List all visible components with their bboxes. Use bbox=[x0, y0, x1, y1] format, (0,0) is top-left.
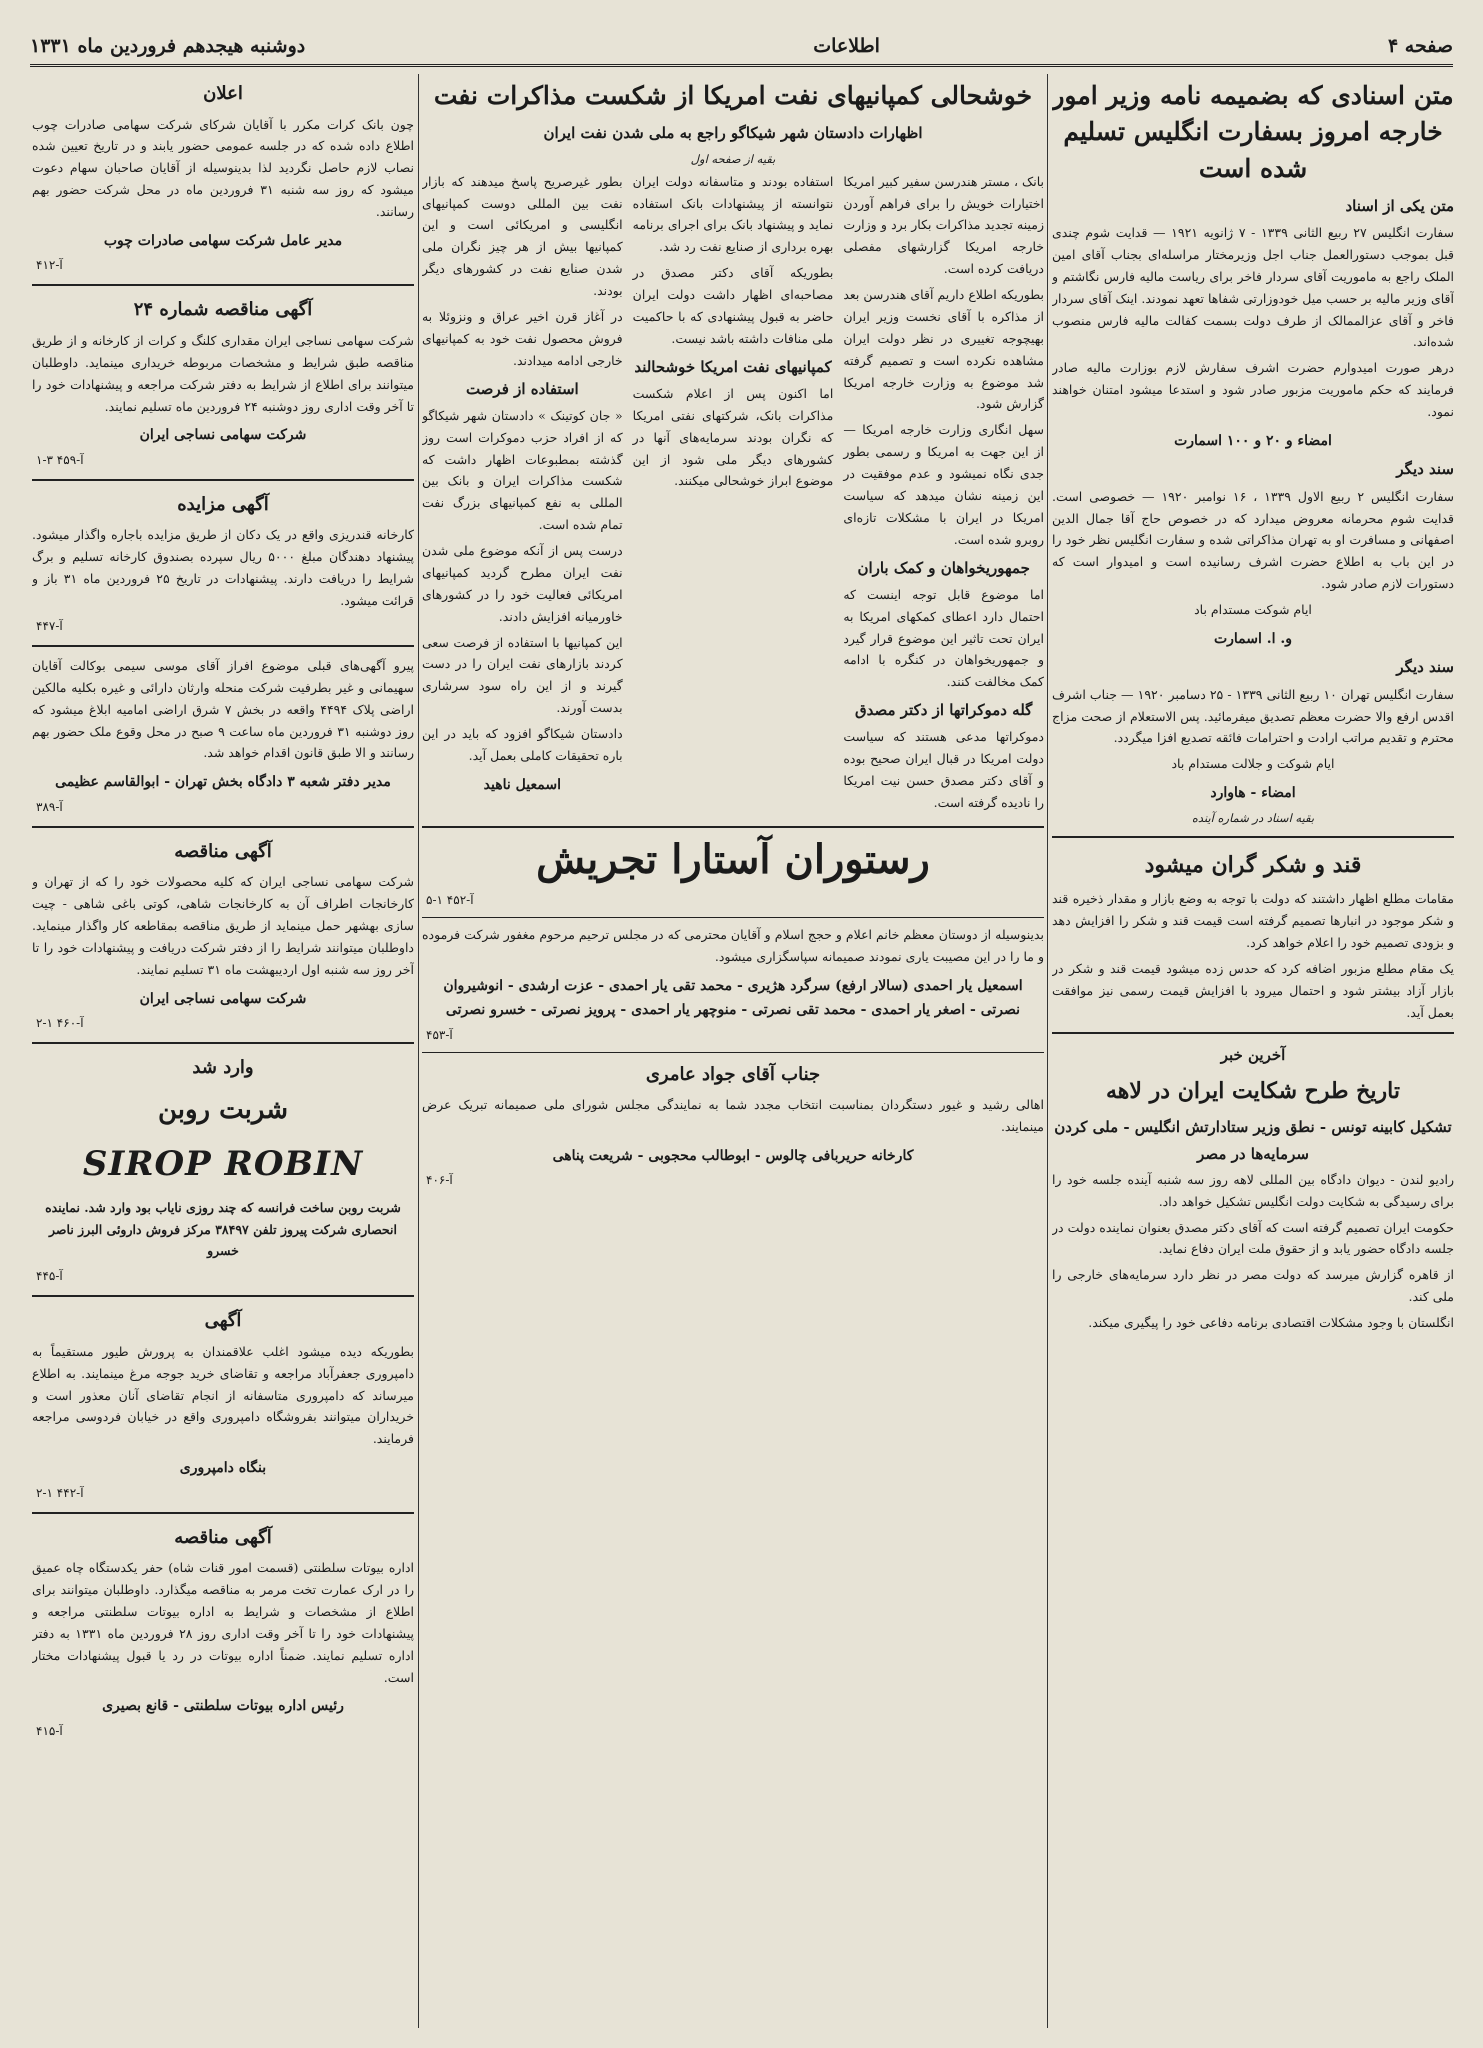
ad-code: آ-۴۴۵ bbox=[36, 1269, 63, 1284]
oil-subcolumn-1 bbox=[843, 171, 1044, 818]
ad-code: آ-۴۴۷ bbox=[36, 618, 63, 633]
article-paragraph: بطوریکه آقای دکتر مصدق در مصاحبه‌ای اظهار داشت دولت ایران حاضر به قبول پیشنهادی که با حاکمیت ملی منافات داشته باشد نیست. bbox=[632, 265, 834, 346]
article-paragraph: دادستان شیکاگو افزود که باید در این باره تحقیقات کاملی بعمل آید. bbox=[422, 726, 623, 763]
article-paragraph: ایام شوکت مستدام باد bbox=[1194, 602, 1312, 617]
documents-subhead-3: سند دیگر bbox=[1396, 658, 1454, 677]
section-divider bbox=[1052, 836, 1454, 838]
section-divider bbox=[32, 479, 414, 481]
article-paragraph: بانک ، مستر هندرسن سفیر کبیر امریکا اختیارات خویش را برای فراهم آوردن زمینه تجدید مذاکرات بکار برد و وزارت خارجه امریکا گزارشهای مفصلی دریافت کرده است. bbox=[843, 173, 1044, 277]
congrats-notice: اهالی رشید و غیور دستگردان بمناسبت انتخاب مجدد شما به نمایندگی مجلس شورای ملی صمیمانه تبریک عرض مینمایند. bbox=[422, 1097, 1044, 1134]
ad-signature: شرکت سهامی نساجی ایران bbox=[139, 990, 307, 1007]
article-paragraph: انگلستان با وجود مشکلات اقتصادی برنامه دفاعی خود را پیگیری میکند. bbox=[1088, 1315, 1454, 1330]
ad-code: آ-۴۱۲ bbox=[36, 258, 63, 273]
ad-signature: رئیس اداره بیوتات سلطنتی - قانع بصیری bbox=[102, 1698, 344, 1715]
ad-heading: اعلان bbox=[203, 83, 243, 104]
column-ads bbox=[32, 74, 414, 2028]
hague-subhead: تشکیل کابینه تونس - نطق وزیر ستادارتش انگلیس - ملی کردن سرمایه‌ها در مصر bbox=[1054, 1118, 1452, 1163]
ad-heading: آگهی bbox=[204, 1310, 242, 1332]
column-rule bbox=[1047, 74, 1048, 2028]
article-paragraph: از قاهره گزارش میرسد که دولت مصر در نظر دارد سرمایه‌های خارجی را ملی کند. bbox=[1052, 1267, 1454, 1305]
section-divider bbox=[32, 826, 414, 828]
column-documents bbox=[1052, 74, 1454, 2028]
document-signature: امضاء - هاوارد bbox=[1210, 785, 1296, 802]
oil-subcolumn-3 bbox=[422, 171, 623, 818]
article-paragraph: استفاده بودند و متاسفانه دولت ایران نتوانسته از پیشنهادات بانک استفاده نماید و پیشنهاد بانک برای اجرای برنامه بهره برداری از صنایع نفت رد شد. bbox=[632, 173, 834, 255]
ad-body: چون بانک کرات مکرر با آقایان شرکای شرکت سهامی صادرات چوب اطلاع داده شده که در جلسه عمومی حضور یابند و در تاریخ تعیین شده نصاب لازم حاصل نگردید لذا بدینوسیله از آقایان صاحبان سهام دعوت میشود که روز سه شنبه ۳۱ فروردین ماه در محل شرکت حضور بهم رسانند. bbox=[32, 116, 414, 219]
oil-article-columns bbox=[422, 171, 1044, 818]
condolence-family: اسمعیل یار احمدی (سالار ارفع) سرگرد هژیری - محمد تقی یار احمدی - عزت ارشدی - انوشیروان نصرتی - اصغر یار احمدی - محمد تقی نصرتی - منوچهر یار احمدی - پرویز نصرتی - خسرو نصرتی bbox=[443, 977, 1023, 1019]
article-paragraph: بطور غیرصریح پاسخ میدهند که بازار نفت بین المللی دوست کمپانیهای انگلیسی و امریکائی است و این کمپانیها بیش از هر چیز نگران ملی شدن صنایع نفت در کشورهای دیگر بودند. bbox=[422, 173, 623, 298]
article-paragraph: رادیو لندن - دیوان دادگاه بین المللی لاهه روز سه شنبه آینده جلسه خود را برای رسیدگی به شکایت دولت انگلیس تشکیل خواهد داد. bbox=[1052, 1171, 1454, 1209]
issue-date: دوشنبه هیجدهم فروردین ماه ۱۳۳۱ bbox=[30, 35, 306, 57]
section-divider bbox=[32, 284, 414, 286]
ad-code: آ-۴۴۲ ۱-۲ bbox=[36, 1485, 84, 1500]
article-paragraph: یک مقام مطلع مزبور اضافه کرد که حدس زده میشود قیمت قند و شکر در بازار آزاد بیشتر شود و احتمال میرود با افزایش قیمت رسمی نیز موافقت بعمل آید. bbox=[1052, 960, 1454, 1020]
oil-headline: خوشحالی کمپانیهای نفت امریکا از شکست مذاکرات نفت bbox=[433, 81, 1033, 110]
ad-body: کارخانه قندریزی واقع در یک دکان از طریق مزایده باجاره واگذار میشود. پیشنهاد دهندگان مبلغ ۵۰۰۰ ریال سپرده بصندوق کارخانه تسلیم و برگ شرایط را دریافت دارند. پیشنهادات در تاریخ ۲۵ فروردین ماه ۳۱ باز و قرائت میشود. bbox=[32, 527, 414, 608]
article-author: اسمعیل ناهید bbox=[483, 776, 561, 793]
restaurant-ad-title: رستوران آستارا تجریش bbox=[536, 835, 930, 883]
masthead bbox=[30, 28, 1453, 67]
ad-code: آ-۴۰۶ bbox=[426, 1173, 453, 1188]
article-paragraph: اما موضوع قابل توجه اینست که احتمال دارد اعطای کمکهای امریکا به ایران تحت تاثیر این موضوع قرار گیرد و جمهوریخواهان در کنگره با ادامه کمک مخالفت کنند. bbox=[843, 586, 1044, 690]
ad-code: آ-۳۸۹ bbox=[36, 799, 63, 814]
documents-subhead-1: متن یکی از اسناد bbox=[1345, 196, 1454, 215]
ad-signature: مدیر دفتر شعبه ۳ دادگاه بخش تهران - ابوالقاسم عظیمی bbox=[55, 774, 391, 791]
ad-body: بطوریکه دیده میشود اغلب علاقمندان به پرورش طیور مستقیماً به دامپروری جعفرآباد مراجعه و تقاضای خرید جوجه مرغ مینمایند. به اطلاع میرساند که دامپروری متاسفانه از انجام تقاضای آنان معذور است و خریداران میتوانند بفروشگاه دامپروری واقع در خیابان فردوسی مراجعه فرمایند. bbox=[32, 1343, 414, 1447]
section-divider bbox=[32, 1512, 414, 1514]
ad-code: آ-۴۵۲ ۱-۵ bbox=[426, 892, 474, 907]
ad-heading: آگهی مزایده bbox=[177, 493, 269, 515]
republicans-subhead: جمهوریخواهان و کمک باران bbox=[857, 558, 1030, 577]
section-divider bbox=[422, 917, 1044, 918]
column-oil bbox=[422, 74, 1044, 2028]
ad-code: آ-۴۵۳ bbox=[426, 1027, 453, 1042]
article-paragraph: سهل انگاری وزارت خارجه امریکا — از این جهت به امریکا و رسمی بطور جدی نگاه نمیشود و عدم موفقیت در این زمینه نشان میدهد که سیاست امریکا در ایران با مشکلات تازه‌ای روبرو شده است. bbox=[843, 422, 1044, 547]
condolence-notice: بدینوسیله از دوستان معظم خانم اعلام و حجج اسلام و آقایان محترمی که در مجلس ترحیم مرحوم مغفور شرکت فرموده و ما را در این مصیبت یاری نمودند صمیمانه سپاسگزاری میشود. bbox=[422, 926, 1044, 964]
section-divider bbox=[32, 1295, 414, 1297]
article-paragraph: درست پس از آنکه موضوع ملی شدن نفت ایران مطرح گردید کمپانیهای امریکائی فعالیت خود را در کشورهای خاورمیانه افزایش دادند. bbox=[422, 543, 623, 624]
oil-subheadline: اظهارات دادستان شهر شیکاگو راجع به ملی شدن نفت ایران bbox=[543, 124, 923, 143]
oil-subcolumn-2 bbox=[633, 171, 834, 818]
ad-signature: مدیر عامل شرکت سهامی صادرات چوب bbox=[103, 232, 343, 249]
ad-code: آ-۴۱۵ bbox=[36, 1723, 63, 1738]
article-paragraph: بطوریکه اطلاع داریم آقای هندرسن بعد از مذاکره با آقای نخست وزیر ایران بهیچوجه تغییری در نظر دولت ایران مشاهده نکرده است و تصمیم گرفته شد موضوع به وزارت خارجه امریکا گزارش شود. bbox=[843, 287, 1044, 412]
section-divider bbox=[32, 1042, 414, 1044]
documents-subhead-2: سند دیگر bbox=[1396, 460, 1454, 479]
article-paragraph: این کمپانیها با استفاده از فرصت سعی کردند بازارهای نفت ایران را در دست گیرند و از این راه سود سرشاری بدست آورند. bbox=[422, 634, 623, 716]
article-paragraph: در آغاز قرن اخیر عراق و ونزوئلا به فروش محصول نفت خود به کمپانیهای خارجی ادامه میدادند. bbox=[422, 308, 623, 368]
hague-headline: تاریخ طرح شکایت ایران در لاهه bbox=[1106, 1077, 1400, 1104]
ad-body: اداره بیوتات سلطنتی (قسمت امور قنات شاه) حفر یکدستگاه چاه عمیق را در ارک عمارت تخت مرمر به مناقصه میگذارد. داوطلبان میتوانند برای اطلاع از مشخصات و شرایط به اداره بیوتات سلطنتی مراجعه و پیشنهادات خود را تا آخر وقت اداری روز ۲۸ فروردین ماه ۱۳۳۱ به دفتر اداره تسلیم نمایند. ضمناً اداره بیوتات در رد یا قبول پیشنهادات مختار است. bbox=[32, 1560, 414, 1685]
ad-signature: بنگاه دامپروری bbox=[179, 1460, 267, 1477]
companies-subhead: کمپانیهای نفت امریکا خوشحالند bbox=[634, 357, 832, 376]
sugar-headline: قند و شکر گران میشود bbox=[1144, 851, 1362, 878]
document-signature: و. ا. اسمارت bbox=[1213, 630, 1293, 647]
continued-note: بقیه اسناد در شماره آینده bbox=[1191, 810, 1315, 825]
article-paragraph: دموکراتها مدعی هستند که سیاست دولت امریکا در قبال ایران صحیح بوده و آقای دکتر مصدق حسن نیت امریکا را نادیده گرفته است. bbox=[843, 729, 1044, 810]
ad-code: آ-۴۵۹ ۳-۱ bbox=[36, 452, 84, 467]
continued-from: بقیه از صفحه اول bbox=[690, 151, 776, 166]
article-paragraph: سفارت انگلیس ۲۷ ربیع الثانی ۱۳۳۹ - ۷ ژانویه ۱۹۲۱ — قدایت شوم چندی قبل بموجب دستورالعمل جناب اجل وزیرمختار مراسله‌ای بجناب آقای امین الملک راجع به ماموریت آقای سردار فاخر برای ریاست مالیه فارس نگاشتم و آقای وزیر مالیه بر حسب میل خودوزارتی شفاها تعهد نمودند. اینک آقای سردار فاخر و آقای عزالممالک از طرف دولت بسمت کفالت مالیه فارس منصوب شده‌اند. bbox=[1052, 225, 1454, 350]
article-paragraph: مقامات مطلع اظهار داشتند که دولت با توجه به وضع بازار و مقدار ذخیره قند و شکر موجود در انبارها تصمیم گرفته است قیمت قند و شکر را افزایش دهد و بزودی تصمیم خود را اعلام خواهد کرد. bbox=[1052, 891, 1454, 950]
ad-heading: آگهی مناقصه شماره ۲۴ bbox=[133, 299, 313, 321]
ad-heading: آگهی مناقصه bbox=[174, 840, 272, 862]
article-paragraph: سفارت انگلیس تهران ۱۰ ربیع الثانی ۱۳۳۹ - ۲۵ دسامبر ۱۹۲۰ — جناب اشرف اقدس ارفع والا حضرت معظم تصدیق میفرمائید. پس الاستعلام از صحت مزاج محترم و تقدیم مراتب ارادت و احترامات فائقه تصدیع افزا میگردد. bbox=[1052, 686, 1454, 746]
congrats-signature: کارخانه حریربافی چالوس - ابوطالب محجوبی - شریعت پناهی bbox=[552, 1147, 914, 1164]
section-divider bbox=[1052, 1032, 1454, 1034]
ad-heading: آگهی مناقصه bbox=[174, 1526, 272, 1548]
article-paragraph: ایام شوکت و جلالت مستدام باد bbox=[1171, 756, 1335, 772]
ad-signature: شرکت سهامی نساجی ایران bbox=[139, 427, 307, 444]
ad-code: آ-۴۶۰ ۱-۲ bbox=[36, 1016, 84, 1031]
article-paragraph: حکومت ایران تصمیم گرفته است که آقای دکتر مصدق بعنوان نماینده دولت در جلسه دادگاه حضور یابد و از حقوق ملت ایران دفاع نماید. bbox=[1052, 1219, 1454, 1257]
column-rule bbox=[418, 74, 419, 2028]
brand-name-persian: شربت روبن bbox=[157, 1094, 289, 1125]
newspaper-name: اطلاعات bbox=[813, 35, 880, 57]
page-number: صفحه ۴ bbox=[1387, 35, 1453, 57]
ad-body: شرکت سهامی نساجی ایران که کلیه محصولات خود را که از تهران و کارخانجات اطراف آن به کارخانجات شاهی، کوتی باغی شاهی - چیت سازی بهشهر حمل مینماید از طریق مناقصه بمقاطعه کار واگذار مینماید. داوطلبان میتوانند شرایط را از دفتر شرکت دریافت و پیشنهادات خود را تا آخر روز سه شنبه اول اردیبهشت ماه ۳۱ تسلیم نمایند. bbox=[32, 874, 414, 977]
congrats-heading: جناب آقای جواد عامری bbox=[645, 1063, 821, 1085]
article-paragraph: درهر صورت امیدوارم حضرت اشرف سفارش لازم بوزارت مالیه صادر فرمایند که حکم ماموریت مزبور صادر شود و استدعا میشود امتنان خواهند نمود. bbox=[1052, 360, 1454, 419]
brand-name-latin: SIROP ROBIN bbox=[82, 1144, 364, 1185]
ad-body: شرکت سهامی نساجی ایران مقداری کلنگ و کرات از کارخانه و از طریق مناقصه طبق شرایط و مشخصات مربوطه خریداری مینماید. داوطلبان میتوانند برای اطلاع از شرایط به دفتر شرکت مراجعه و پیشنهادات خود را تا آخر وقت اداری روز دوشنبه ۲۴ فروردین ماه تسلیم نمایند. bbox=[32, 332, 414, 414]
ad-body: پیرو آگهی‌های قبلی موضوع افراز آقای موسی سیمی بوکالت آقایان سهیمانی و غیر بطرفیت شرکت منحله وارثان دارائی و غیره بکلیه مالکین اراضی پلاک ۴۴۹۴ واقعه در بخش ۷ شرق اراضی امامیه ابلاغ میشود که روز دوشنبه ۳۱ فروردین ماه ساعت ۹ صبح در محل وقوع ملک حضور بهم رسانند و الا طبق قانون اقدام خواهد شد. bbox=[32, 657, 414, 761]
article-paragraph: اما اکنون پس از اعلام شکست مذاکرات بانک، شرکتهای نفتی امریکا که نگران بودند سرمایه‌های آنها در کشورهای دیگر ملی شود از این موضوع ابراز خوشحالی میکنند. bbox=[632, 385, 834, 489]
section-divider bbox=[32, 645, 414, 647]
latest-news-tag: آخرین خبر bbox=[1220, 1045, 1286, 1064]
section-divider bbox=[422, 1052, 1044, 1053]
ad-body: شربت روبن ساخت فرانسه که چند روزی نایاب بود وارد شد. نماینده انحصاری شرکت پیروز تلفن ۳۸۴۹۷ مرکز فروش داروئی البرز ناصر خسرو bbox=[45, 1199, 401, 1259]
article-paragraph: سفارت انگلیس ۲ ربیع الاول ۱۳۳۹ ، ۱۶ نوامبر ۱۹۲۰ — خصوصی است. قدایت شوم محرمانه معروض میدارد که در خصوص حاج آقا جمال الدین اصفهانی و مسافرت او به تهران مذاکراتی شده و سفارت انگلیس نظر خود را در این باب به اطلاع حضرت اشرف رسانیده است و امیدوار است که دستورات لازم صادر شود. bbox=[1052, 488, 1454, 592]
document-signature: امضاء و ۲۰ و ۱۰۰ اسمارت bbox=[1174, 432, 1332, 449]
section-divider bbox=[422, 826, 1044, 828]
democrats-subhead: گله دموکراتها از دکتر مصدق bbox=[854, 701, 1033, 720]
documents-headline: متن اسنادی که بضمیمه نامه وزیر امور خارجه امروز بسفارت انگلیس تسلیم شده است bbox=[1052, 81, 1454, 183]
ad-heading: وارد شد bbox=[192, 1057, 254, 1079]
article-paragraph: « جان کوتینک » دادستان شهر شیکاگو که از افراد حزب دموکرات است روز گذشته بمطبوعات اظهار داشت که شکست مذاکرات ایران و بانک بین المللی به نفع کمپانیهای بزرگ نفت تمام شده است. bbox=[422, 407, 623, 533]
opportunity-subhead: استفاده از فرصت bbox=[465, 379, 579, 398]
